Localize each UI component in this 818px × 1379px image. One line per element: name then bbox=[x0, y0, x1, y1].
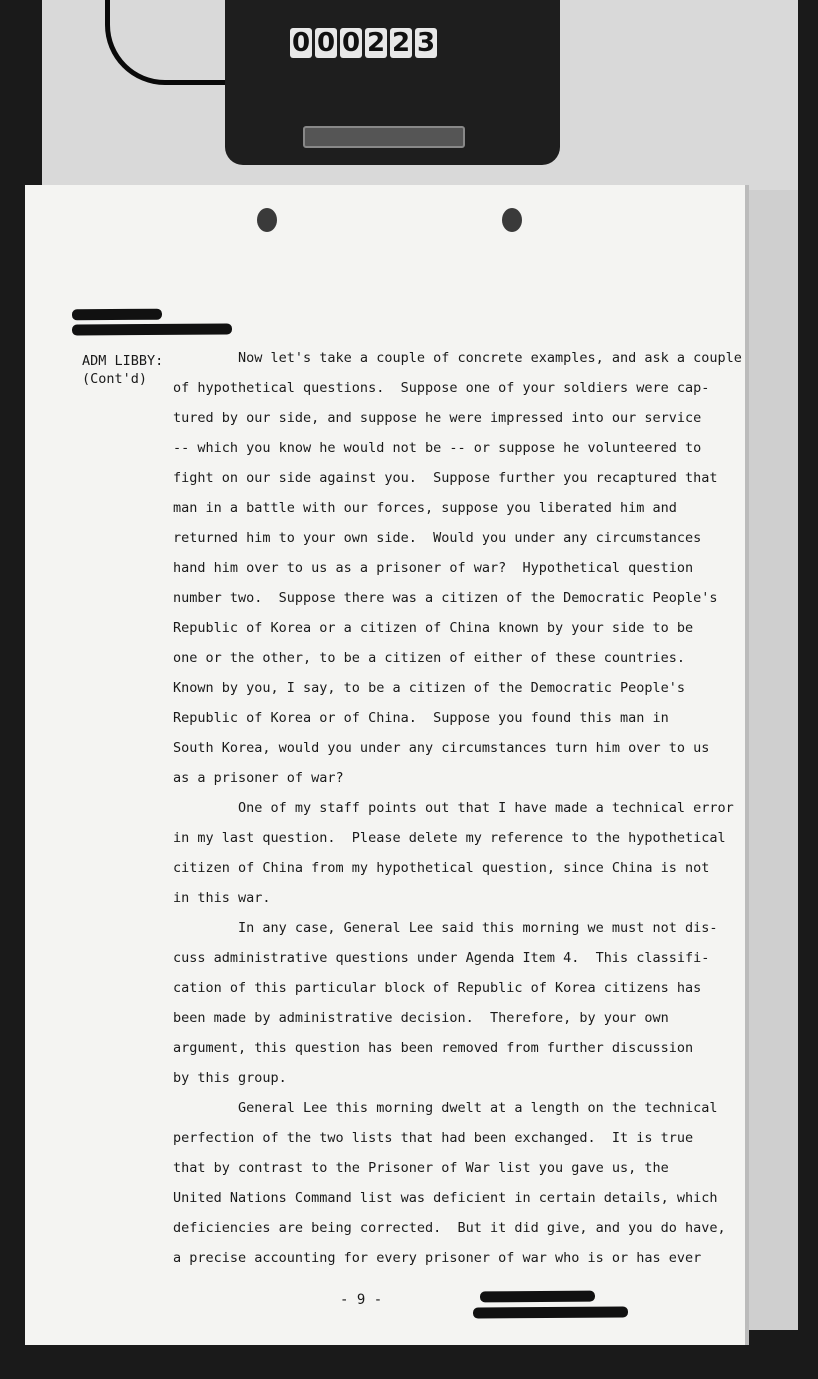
text-line: cuss administrative questions under Agenda Item 4. This classifi- bbox=[173, 950, 710, 966]
text-line: a precise accounting for every prisoner of war who is or has ever bbox=[173, 1250, 702, 1266]
text-line: United Nations Command list was deficient in certain details, which bbox=[173, 1190, 718, 1206]
counter-plate bbox=[303, 126, 465, 148]
text-line: Republic of Korea or of China. Suppose you found this man in bbox=[173, 710, 669, 726]
text-line: that by contrast to the Prisoner of War list you gave us, the bbox=[173, 1160, 669, 1176]
text-line: cation of this particular block of Republic of Korea citizens has bbox=[173, 980, 702, 996]
text-line: argument, this question has been removed from further discussion bbox=[173, 1040, 694, 1056]
frame-counter-digit: 0 bbox=[291, 28, 311, 58]
text-line: returned him to your own side. Would you under any circumstances bbox=[173, 530, 702, 546]
frame-counter-digit: 3 bbox=[416, 28, 436, 58]
text-line: General Lee this morning dwelt at a length on the technical bbox=[173, 1100, 718, 1116]
text-line: as a prisoner of war? bbox=[173, 770, 344, 786]
text-line: -- which you know he would not be -- or suppose he volunteered to bbox=[173, 440, 702, 456]
text-line: one or the other, to be a citizen of either of these countries. bbox=[173, 650, 686, 666]
speaker-label bbox=[82, 352, 163, 388]
text-line: been made by administrative decision. Therefore, by your own bbox=[173, 1010, 669, 1026]
page-edge-shadow bbox=[745, 190, 798, 1330]
text-line: Now let's take a couple of concrete examples, and ask a couple bbox=[173, 350, 742, 366]
punch-hole bbox=[502, 208, 522, 232]
text-line: in my last question. Please delete my reference to the hypothetical bbox=[173, 830, 726, 846]
frame-counter-digit: 2 bbox=[391, 28, 411, 58]
frame-counter-digit: 0 bbox=[341, 28, 361, 58]
text-line: by this group. bbox=[173, 1070, 287, 1086]
redaction-bar bbox=[473, 1306, 628, 1318]
text-line: man in a battle with our forces, suppose you liberated him and bbox=[173, 500, 677, 516]
text-line: of hypothetical questions. Suppose one of your soldiers were cap- bbox=[173, 380, 710, 396]
text-line: Known by you, I say, to be a citizen of the Democratic People's bbox=[173, 680, 686, 696]
speaker-name: ADM LIBBY: bbox=[82, 353, 164, 369]
text-line: Republic of Korea or a citizen of China known by your side to be bbox=[173, 620, 694, 636]
page-number: - 9 - bbox=[340, 1292, 383, 1308]
text-line: In any case, General Lee said this morning we must not dis- bbox=[173, 920, 718, 936]
text-line: number two. Suppose there was a citizen of the Democratic People's bbox=[173, 590, 718, 606]
text-line: tured by our side, and suppose he were impressed into our service bbox=[173, 410, 702, 426]
frame-counter-digit: 2 bbox=[366, 28, 386, 58]
text-line: fight on our side against you. Suppose further you recaptured that bbox=[173, 470, 718, 486]
text-line: hand him over to us as a prisoner of war? Hypothetical question bbox=[173, 560, 694, 576]
frame-counter bbox=[290, 28, 437, 58]
text-line: in this war. bbox=[173, 890, 271, 906]
text-line: perfection of the two lists that had been exchanged. It is true bbox=[173, 1130, 694, 1146]
speaker-continued: (Cont'd) bbox=[82, 371, 148, 387]
document-body bbox=[173, 348, 742, 1278]
text-line: South Korea, would you under any circumstances turn him over to us bbox=[173, 740, 710, 756]
text-line: One of my staff points out that I have made a technical error bbox=[173, 800, 734, 816]
redaction-bar bbox=[72, 309, 162, 321]
redaction-bar bbox=[72, 323, 232, 335]
redaction-bar bbox=[480, 1291, 595, 1303]
punch-hole bbox=[257, 208, 277, 232]
text-line: citizen of China from my hypothetical question, since China is not bbox=[173, 860, 710, 876]
text-line: deficiencies are being corrected. But it did give, and you do have, bbox=[173, 1220, 726, 1236]
frame-counter-digit: 0 bbox=[316, 28, 336, 58]
